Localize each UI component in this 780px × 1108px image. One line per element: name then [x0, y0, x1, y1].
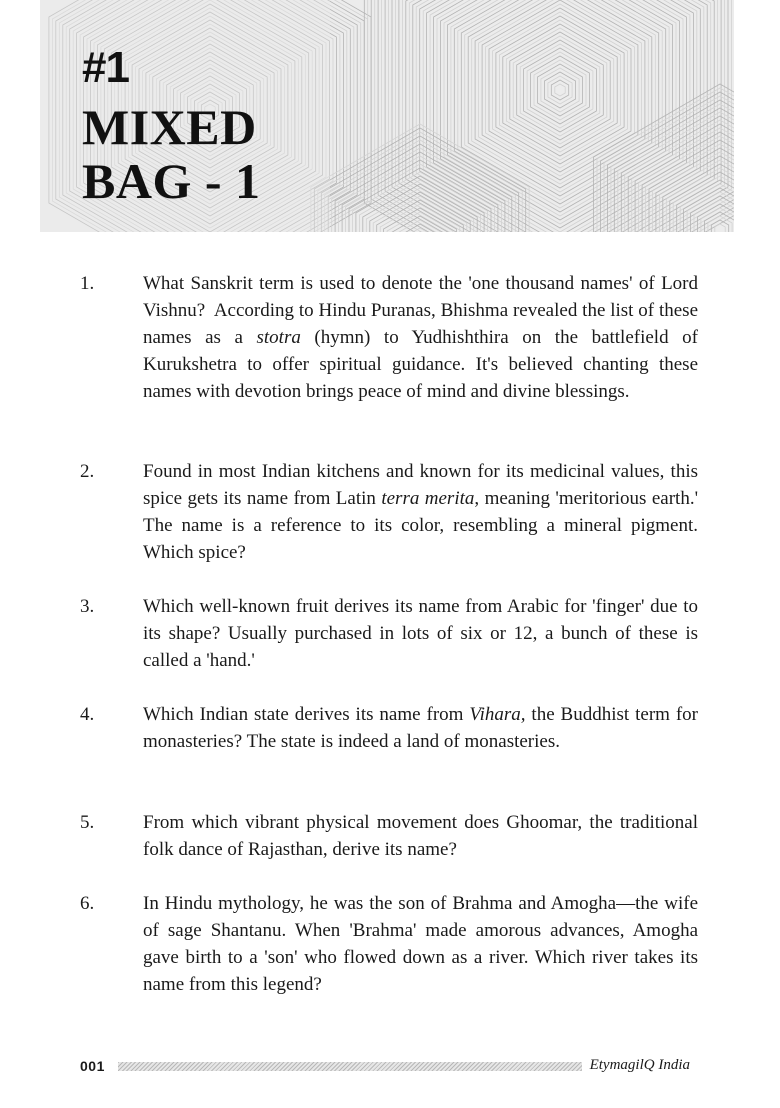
pattern-line: [551, 80, 568, 100]
question-number: 4.: [80, 704, 95, 725]
chapter-title: [82, 43, 261, 209]
question-text: From which vibrant physical movement does Ghoomar, the traditional folk dance of Rajasthan, derive its name?: [143, 812, 698, 860]
pattern-line: [506, 28, 613, 152]
chapter-number: #1: [82, 43, 129, 92]
chapter-title-line-1: MIXED: [82, 99, 257, 155]
page-number: 001: [80, 1058, 105, 1074]
question-number: 3.: [80, 596, 95, 617]
pattern-line: [527, 52, 593, 128]
pattern-line: [382, 0, 734, 232]
question-number: 2.: [80, 461, 95, 482]
pattern-line: [461, 0, 658, 204]
pattern-line: [499, 20, 620, 160]
question-text: Which well-known fruit derives its name from Arabic for 'finger' due to its shape? Usually purchased in lots of six or 12, a bunch of these is called a 'hand.': [143, 596, 698, 671]
pattern-line: [378, 0, 734, 232]
question-text: Which Indian state derives its name from Vihara, the Buddhist term for monasteries? The state is indeed a land of monasteries.: [143, 704, 699, 752]
pattern-line: [441, 0, 680, 228]
pattern-line: [534, 60, 586, 120]
question-number: 5.: [80, 812, 95, 833]
footer-divider: [118, 1062, 582, 1071]
pattern-line: [544, 72, 575, 108]
pattern-line: [541, 68, 579, 112]
question-number: 6.: [80, 893, 95, 914]
pattern-line: [715, 224, 725, 232]
pattern-line: [520, 44, 600, 136]
pattern-line: [517, 40, 604, 140]
pattern-line: [555, 84, 565, 96]
chapter-title-line-2: BAG - 1: [82, 153, 261, 209]
pattern-line: [531, 56, 590, 124]
question-text: What Sanskrit term is used to denote the 'one thousand names' of Lord Vishnu? According to Hindu Puranas, Bhishma revealed the list of these names as a stotra (hymn) to Yudhishthira on the battlefield of Kurukshetra to offer spiritual guidance. It's believed chanting these names with devotion brings peace of mind and divine blessings.: [143, 273, 698, 402]
book-title: EtymagilQ India: [589, 1057, 690, 1073]
pattern-line: [711, 220, 728, 232]
question-text: In Hindu mythology, he was the son of Brahma and Amogha—the wife of sage Shantanu. When 'Brahma' made amorous advances, Amogha gave birth to a 'son' who flowed down as a river. Which river takes its name from this legend?: [143, 893, 698, 995]
pattern-line: [510, 32, 610, 148]
question-number: 1.: [80, 273, 95, 294]
chapter-header: [40, 0, 734, 232]
pattern-line: [635, 132, 734, 232]
question-text: Found in most Indian kitchens and known for its medicinal values, this spice gets its name from Latin terra merita, meaning 'meritorious earth.' The name is a reference to its color, resembling a mineral pigment. Which spice?: [143, 461, 699, 563]
page-footer: [80, 1056, 696, 1080]
pattern-line: [524, 48, 597, 132]
